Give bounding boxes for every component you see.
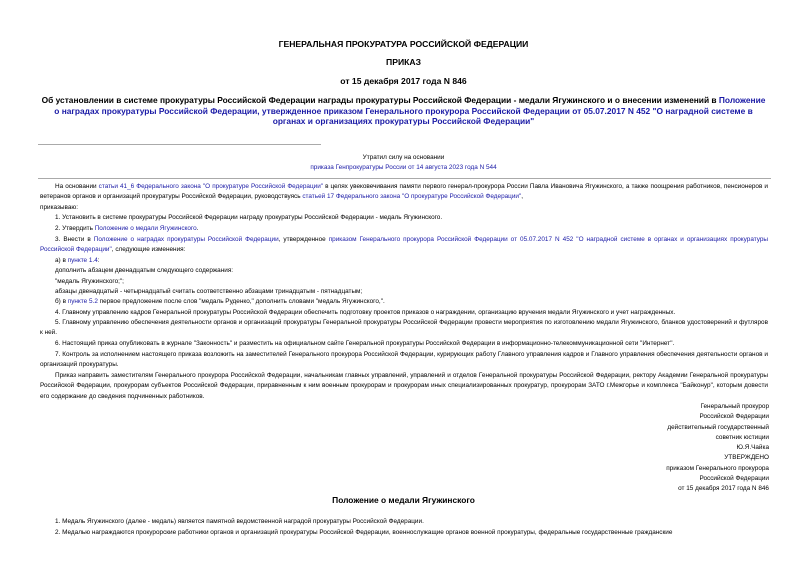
text: . xyxy=(196,225,199,232)
signer-rank: действительный государственный xyxy=(667,423,769,431)
policy-item-1: 1. Медаль Ягужинского (далее - медаль) является памятной ведомственной наградой прокуратуры Российской Федерации. xyxy=(55,518,424,525)
item-2 xyxy=(40,224,768,234)
approval-text: приказом Генерального прокурора xyxy=(666,464,769,472)
paragraph-order: приказываю: xyxy=(40,204,78,211)
divider xyxy=(38,144,321,145)
doc-title-link[interactable]: Положение о наградах прокуратуры Российской Федерации, утвержденное приказом Генерального прокурора Российской Федерации от 05.07.2017 N 452 "О наградной системе в органах и организациях прокуратуры Российской Федерации" xyxy=(54,95,766,127)
signer-name: Ю.Я.Чайка xyxy=(736,444,769,452)
text: , следующие изменения: xyxy=(111,246,186,254)
text: На основании xyxy=(55,183,99,190)
doc-title-text: Об установлении в системе прокуратуры Российской Федерации награды прокуратуры Российской Федерации - медали Ягужинского и о внесении изменений в xyxy=(41,95,717,105)
point-1-4-link[interactable]: пункте 1.4 xyxy=(67,257,98,264)
text: , xyxy=(521,193,524,201)
item-1: 1. Установить в системе прокуратуры Российской Федерации награду прокуратуры Российской Федерации - медаль Ягужинского. xyxy=(55,214,443,221)
paragraph-basis xyxy=(40,182,768,203)
status-note xyxy=(0,153,807,173)
item-distribution: Приказ направить заместителям Генерального прокурора Российской Федерации, начальникам главных управлений, управлений и отделов Генеральной прокуратуры Российской Федерации, ректору Академии Генеральной прокуратуры Российской Федерации, прокурорам субъектов Российской Федерации, приравненным к ним военным прокурорам и прокурорам иных специализированных прокуратур, прокурорам ЗАТО г.Межгорье и комплекса "Байконур", которым довести его содержание до сведения подчиненных работников. xyxy=(40,372,768,400)
point-5-2-link[interactable]: пункте 5.2 xyxy=(67,298,98,305)
text: , утвержденное xyxy=(278,236,329,243)
order-452-link[interactable]: приказом Генерального прокурора Российской Федерации от 05.07.2017 N 452 "О наградной системе в органах и организациях прокуратуры Российской Федерации" xyxy=(40,236,769,254)
status-text: Утратил силу на основании xyxy=(362,154,445,161)
approval-label: УТВЕРЖДЕНО xyxy=(724,454,769,462)
signer-title: Генеральный прокурор xyxy=(700,403,769,410)
item-3a-2: "медаль Ягужинского;"; xyxy=(55,278,124,285)
signer-rank: советник юстиции xyxy=(715,433,769,441)
awards-regulation-link[interactable]: Положение о наградах прокуратуры Российской Федерации xyxy=(93,236,279,243)
approval-date: от 15 декабря 2017 года N 846 xyxy=(678,485,769,493)
text: : xyxy=(97,257,100,264)
signature-block xyxy=(569,402,769,495)
item-6: 6. Настоящий приказ опубликовать в журнале "Законность" и разместить на официальном сайте Генеральной прокуратуры Российской Федерации в информационно-телекоммуникационной сети "Интернет". xyxy=(55,340,675,347)
text: первое предложение после слов "медаль Руденко," дополнить словами "медаль Ягужинского,". xyxy=(97,298,385,305)
law-link-17[interactable]: статьей 17 Федерального закона "О прокуратуре Российской Федерации" xyxy=(302,193,522,201)
doc-date-heading: от 15 декабря 2017 года N 846 xyxy=(340,76,467,86)
law-link-41-6[interactable]: статьи 41_6 Федерального закона "О прокуратуре Российской Федерации" xyxy=(98,183,324,190)
item-3b xyxy=(40,297,768,307)
text: 3. Внести в xyxy=(55,236,94,243)
item-7: 7. Контроль за исполнением настоящего приказа возложить на заместителей Генерального прокурора Российской Федерации, курирующих работу Главного управления кадров и Главного управления обеспечения деятельности органов и организаций прокуратуры. xyxy=(40,351,768,369)
item-4: 4. Главному управлению кадров Генеральной прокуратуры Российской Федерации обеспечить подготовку проектов приказов о награждении, организацию вручения медали Ягужинского и учет награжденных. xyxy=(55,309,676,316)
text: а) в xyxy=(55,257,68,264)
doc-type-heading: ПРИКАЗ xyxy=(386,57,421,67)
item-3 xyxy=(40,235,768,256)
item-3a-3: абзацы двенадцатый - четырнадцатый считать соответственно абзацами тринадцатым - пятнадцатым; xyxy=(55,288,363,295)
text: б) в xyxy=(55,298,68,305)
item-3a-1: дополнить абзацем двенадцатым следующего содержания: xyxy=(55,267,234,274)
text: 2. Утвердить xyxy=(55,225,95,232)
divider xyxy=(38,178,771,179)
status-link[interactable]: приказа Генпрокуратуры России от 14 августа 2023 года N 544 xyxy=(310,164,497,171)
policy-item-2: 2. Медалью награждаются прокурорские работники органов и организаций прокуратуры Российской Федерации, военнослужащие органов военной прокуратуры, федеральные государственные гражданские xyxy=(55,529,673,536)
medal-regulation-link[interactable]: Положение о медали Ягужинского xyxy=(94,225,197,232)
item-3a xyxy=(40,256,768,266)
policy-title: Положение о медали Ягужинского xyxy=(332,495,475,505)
signer-title: Российской Федерации xyxy=(699,413,769,421)
doc-title xyxy=(40,95,767,127)
item-5: 5. Главному управлению обеспечения деятельности органов и организаций прокуратуры Генеральной прокуратуры Российской Федерации провести мероприятия по изготовлению медали Ягужинского, бланков удостоверений и футляров к ней. xyxy=(40,319,768,337)
text: в целях увековечивания памяти первого генерал-прокурора России Павла Ивановича Ягужинского, а также поощрения работников, пенсионеров и ветеранов органов и организаций прокуратуры Российской Федерации, руководствуясь xyxy=(40,183,768,201)
approval-text: Российской Федерации xyxy=(699,475,769,483)
org-heading: ГЕНЕРАЛЬНАЯ ПРОКУРАТУРА РОССИЙСКОЙ ФЕДЕРАЦИИ xyxy=(278,39,529,49)
